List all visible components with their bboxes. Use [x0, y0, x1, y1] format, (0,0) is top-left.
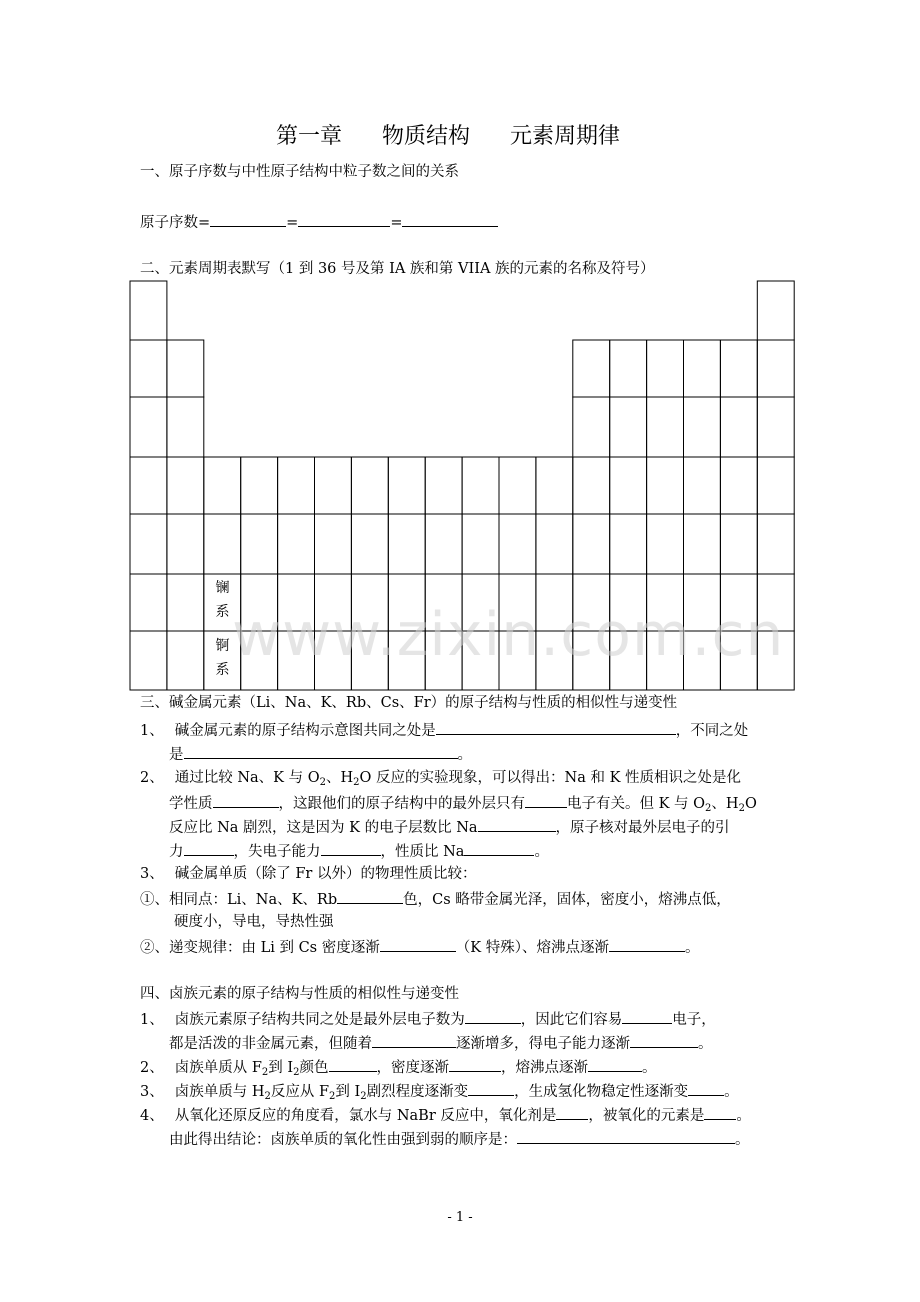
element-cell[interactable]: [757, 514, 794, 574]
blank[interactable]: [478, 816, 556, 832]
element-cell[interactable]: [241, 514, 278, 574]
element-cell[interactable]: [130, 574, 167, 631]
blank[interactable]: [517, 1128, 735, 1144]
element-cell[interactable]: [351, 457, 388, 514]
element-cell[interactable]: [167, 397, 204, 457]
blank[interactable]: [298, 211, 390, 227]
element-cell[interactable]: [684, 397, 721, 457]
element-cell[interactable]: [167, 574, 204, 631]
s3-question-2: 2、 通过比较 Na、K 与 $O_2$、$H_2O$ 反应的实验现象，可以得出：Na 和 K 性质相识之处是化: [140, 770, 742, 788]
element-cell[interactable]: [351, 514, 388, 574]
element-cell[interactable]: [573, 514, 610, 574]
s3-point-2: ②、递变规律：由 Li 到 Cs 密度逐渐 （K 特殊）、熔沸点逐渐 。: [140, 936, 699, 958]
section-1-heading: 一、原子序数与中性原子结构中粒子数之间的关系: [140, 164, 459, 180]
section-4-heading: 四、卤族元素的原子结构与性质的相似性与递变性: [140, 986, 459, 1002]
actinide-label: 锕 系: [215, 638, 230, 678]
element-cell[interactable]: [757, 397, 794, 457]
element-cell[interactable]: [130, 514, 167, 574]
element-cell[interactable]: [130, 397, 167, 457]
element-cell[interactable]: [204, 514, 241, 574]
s4-question-1-cont: 都是活泼的非金属元素，但随着 逐渐增多，得电子能力逐渐 。: [169, 1032, 713, 1054]
blank[interactable]: [609, 936, 685, 952]
blank[interactable]: [622, 1008, 672, 1024]
s3-question-3: 3、 碱金属单质（除了 Fr 以外）的物理性质比较：: [140, 866, 477, 882]
blank[interactable]: [630, 1032, 698, 1048]
blank[interactable]: [449, 1056, 501, 1072]
s4-question-4-cont: 由此得出结论：卤族单质的氧化性由强到弱的顺序是： 。: [169, 1128, 750, 1150]
page-number: - 1 -: [447, 1210, 473, 1225]
element-cell[interactable]: [167, 457, 204, 514]
s3-question-2-line3: 反应比 Na 剧烈，这是因为 K 的电子层数比 Na ，原子核对最外层电子的引: [169, 816, 730, 838]
s3-point-1-cont: 硬度小，导电，导热性强: [174, 914, 334, 930]
blank[interactable]: [468, 1080, 514, 1096]
blank[interactable]: [329, 1056, 377, 1072]
blank[interactable]: [184, 840, 234, 856]
element-cell[interactable]: [720, 397, 757, 457]
atomic-number-equation: 原子序数= = =: [140, 211, 498, 233]
blank[interactable]: [525, 792, 567, 808]
element-cell[interactable]: [536, 457, 573, 514]
blank[interactable]: [464, 840, 534, 856]
element-cell[interactable]: [684, 514, 721, 574]
element-cell[interactable]: [388, 514, 425, 574]
blank[interactable]: [704, 1104, 736, 1120]
s3-question-1-cont: 是 。: [169, 743, 472, 765]
element-cell[interactable]: [315, 514, 352, 574]
element-cell[interactable]: [757, 457, 794, 514]
s3-point-1: ①、相同点：Li、Na、K、Rb 色，Cs 略带金属光泽，固体，密度小，熔沸点低，: [140, 888, 731, 910]
element-cell[interactable]: [278, 457, 315, 514]
element-cell[interactable]: [315, 457, 352, 514]
blank[interactable]: [556, 1104, 588, 1120]
blank[interactable]: [337, 888, 403, 904]
blank[interactable]: [436, 719, 676, 735]
element-cell[interactable]: [647, 514, 684, 574]
blank[interactable]: [213, 792, 279, 808]
element-cell[interactable]: [610, 340, 647, 397]
page-title: 第一章 物质结构 元素周期律: [276, 124, 621, 149]
element-cell[interactable]: [388, 457, 425, 514]
element-cell[interactable]: [130, 281, 167, 340]
element-cell[interactable]: [684, 457, 721, 514]
element-cell[interactable]: [499, 514, 536, 574]
element-cell[interactable]: [720, 457, 757, 514]
s4-question-1: 1、 卤族元素原子结构共同之处是最外层电子数为 ，因此它们容易 电子，: [140, 1008, 716, 1030]
watermark: www.zixin.com.cn: [232, 600, 785, 670]
element-cell[interactable]: [204, 457, 241, 514]
s4-question-3: 3、 卤族单质与 $H_2$反应从 $F_2$到 $I_2$剧烈程度逐渐变 ，生成氢化物稳定性逐渐变 。: [140, 1080, 739, 1102]
element-cell[interactable]: [684, 340, 721, 397]
element-cell[interactable]: [647, 397, 684, 457]
element-cell[interactable]: [167, 340, 204, 397]
element-cell[interactable]: [536, 514, 573, 574]
s3-question-2-line2: 学性质 ，这跟他们的原子结构中的最外层只有 电子有关。但 K 与 $O_2$、$H_2O$: [169, 792, 757, 814]
element-cell[interactable]: [610, 397, 647, 457]
element-cell[interactable]: [610, 457, 647, 514]
blank[interactable]: [465, 1008, 521, 1024]
element-cell[interactable]: [462, 514, 499, 574]
lanthanide-label: 镧 系: [215, 580, 230, 620]
element-cell[interactable]: [647, 457, 684, 514]
element-cell[interactable]: [278, 514, 315, 574]
element-cell[interactable]: [425, 457, 462, 514]
blank[interactable]: [372, 1032, 456, 1048]
element-cell[interactable]: [573, 457, 610, 514]
blank[interactable]: [588, 1056, 642, 1072]
blank[interactable]: [210, 211, 286, 227]
blank[interactable]: [321, 840, 381, 856]
blank[interactable]: [688, 1080, 724, 1096]
element-cell[interactable]: [167, 514, 204, 574]
element-cell[interactable]: [720, 340, 757, 397]
blank[interactable]: [402, 211, 498, 227]
element-cell[interactable]: [130, 457, 167, 514]
element-cell[interactable]: [573, 397, 610, 457]
s3-question-1: 1、 碱金属元素的原子结构示意图共同之处是 ，不同之处: [140, 719, 748, 741]
s4-question-4: 4、 从氧化还原反应的角度看，氯水与 NaBr 反应中，氧化剂是 ，被氧化的元素是 。: [140, 1104, 751, 1126]
element-cell[interactable]: [720, 514, 757, 574]
element-cell[interactable]: [425, 514, 462, 574]
section-3-heading: 三、碱金属元素（Li、Na、K、Rb、Cs、Fr）的原子结构与性质的相似性与递变性: [140, 695, 678, 711]
s3-question-2-line4: 力 ，失电子能力 ，性质比 Na 。: [169, 840, 549, 862]
blank[interactable]: [184, 743, 458, 759]
element-cell[interactable]: [647, 340, 684, 397]
element-cell[interactable]: [610, 514, 647, 574]
element-cell[interactable]: [241, 457, 278, 514]
element-cell[interactable]: [757, 340, 794, 397]
section-2-heading: 二、元素周期表默写（1 到 36 号及第 IA 族和第 VIIA 族的元素的名称及符号）: [140, 261, 655, 277]
element-cell[interactable]: [573, 340, 610, 397]
s4-question-2: 2、 卤族单质从 $F_2$到 $I_2$颜色 ，密度逐渐 ，熔沸点逐渐 。: [140, 1056, 657, 1078]
element-cell[interactable]: [167, 631, 204, 690]
element-cell[interactable]: [757, 281, 794, 340]
element-cell[interactable]: [130, 631, 167, 690]
element-cell[interactable]: [462, 457, 499, 514]
blank[interactable]: [380, 936, 456, 952]
element-cell[interactable]: [499, 457, 536, 514]
element-cell[interactable]: [130, 340, 167, 397]
